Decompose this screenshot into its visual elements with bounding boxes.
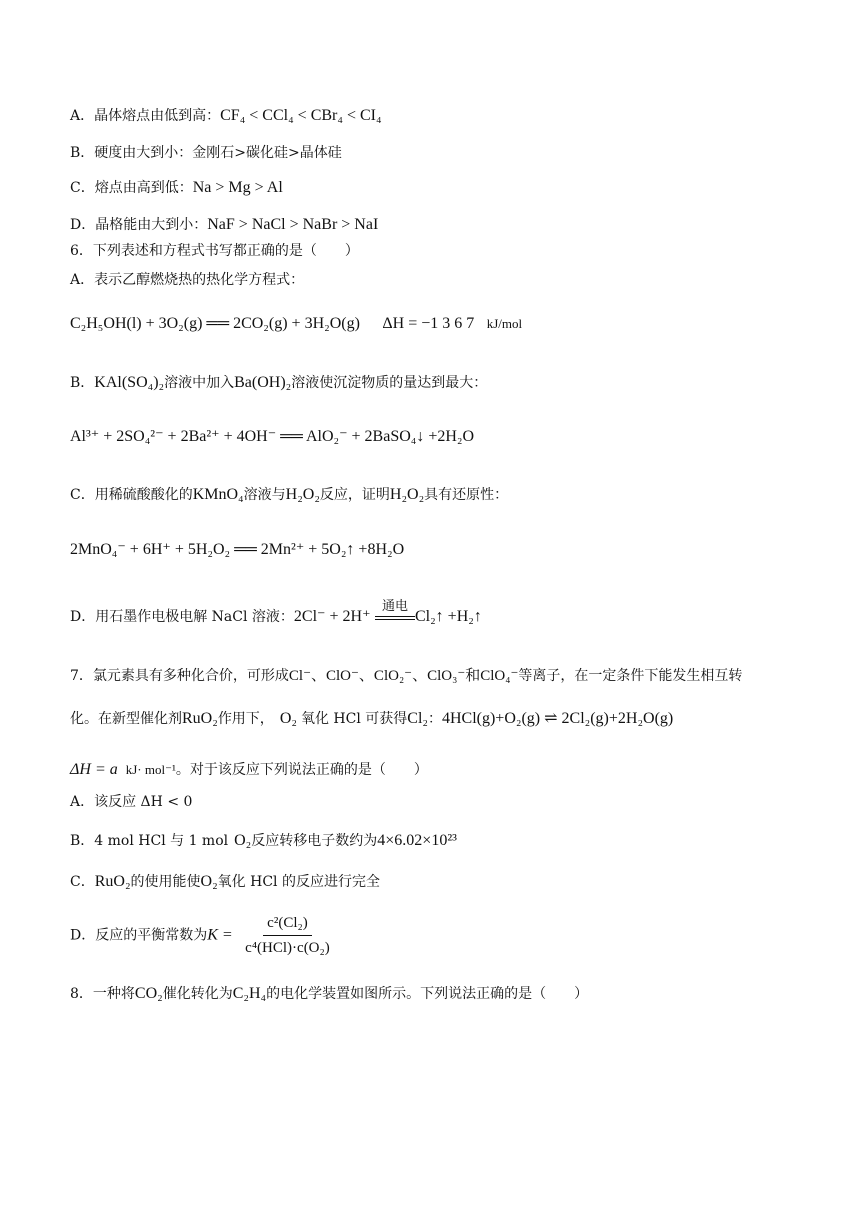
q6-c-formula-kmno4: KMnO₄ (192, 486, 244, 503)
q7-catalyst: RuO₂ (182, 710, 218, 727)
q7-d-text: D．反应的平衡常数为 (70, 927, 208, 944)
q7-c-text-3: 氧化 HCl 的反应进行完全 (217, 874, 380, 890)
q7-line-3 (70, 761, 428, 779)
q6-b-formula-kal: KAl(SO₄)₂ (94, 374, 165, 391)
q7-option-a: A．该反应 ΔH < 0 (70, 794, 193, 810)
q6-c-text-mid: 溶液与 (243, 487, 286, 503)
q8-c2h4: C₂H₄ (232, 985, 267, 1002)
q7-cl2: Cl₂ (407, 710, 428, 727)
q7-b-text-1: B．4 mol HCl 与 1 mol (70, 833, 229, 849)
q7-unit: kJ· mol⁻¹ (125, 762, 176, 777)
q7-line3-text: 。对于该反应下列说法正确的是（ ） (175, 762, 428, 778)
q8-text-2: 催化转化为 (162, 986, 233, 1002)
q7-d-fraction (241, 913, 334, 958)
q7-d-k: K = (207, 926, 233, 944)
q7-b-o2: O₂ (234, 832, 252, 849)
q7-ions: Cl⁻、ClO⁻、ClO₂⁻、ClO₃⁻和ClO₄⁻ (288, 668, 519, 684)
q7-c-o2: O₂ (200, 873, 218, 890)
q8-text-3: 的电化学装置如图所示。下列说法正确的是（ ） (266, 986, 589, 1002)
q6-option-d (70, 598, 482, 626)
q6-d-condition: 通电 (381, 598, 408, 614)
q7-d-numerator: c²(Cl₂) (263, 913, 312, 936)
q7-line2-b: 作用下， (217, 711, 274, 727)
q6-b-label: B． (70, 375, 95, 391)
q6-c-text-end: 具有还原性： (424, 487, 509, 503)
q7-b-value: 4×6.02×10²³ (377, 832, 457, 849)
q6-option-b-text (70, 374, 487, 392)
q5-option-a-prefix: A．晶体熔点由低到高： (70, 108, 221, 124)
q5-option-a-formula: CF₄ < CCl₄ < CBr₄ < CI₄ (220, 107, 382, 124)
q6-d-eq-right: Cl₂↑ +H₂↑ (414, 608, 482, 625)
q6-b-text-mid: 溶液中加入 (164, 375, 235, 391)
q7-c-label: C． (70, 874, 95, 890)
q7-line1-start: 7．氯元素具有多种化合价，可形成 (70, 668, 289, 684)
q6-c-label: C．用稀硫酸酸化的 (70, 487, 193, 503)
q6-c-formula-h2o2-b: H₂O₂ (389, 486, 425, 503)
q6-c-formula-h2o2-a: H₂O₂ (285, 486, 320, 503)
q5-option-b (70, 144, 342, 162)
q7-option-d (70, 913, 334, 958)
q6-stem: 6．下列表述和方程式书写都正确的是（ ） (70, 243, 359, 259)
q7-line2-c: 氧化 HCl 可获得 (300, 711, 408, 727)
q6-d-eq-left: 2Cl⁻ + 2H⁺ (293, 608, 371, 625)
q8-stem (70, 985, 588, 1003)
q7-option-b (70, 832, 457, 850)
q7-line-1 (70, 667, 742, 685)
q6-b-text-end: 溶液使沉淀物质的量达到最大： (291, 375, 488, 391)
q7-b-text-2: 反应转移电子数约为 (251, 833, 378, 849)
q7-d-denominator: c⁴(HCl)·c(O₂) (245, 940, 330, 956)
q5-option-c-prefix: C．熔点由高到低： (70, 180, 193, 196)
q6-option-a-equation (70, 315, 522, 333)
q6-option-a-text: A．表示乙醇燃烧热的热化学方程式： (70, 272, 305, 288)
q7-c-ruo2: RuO₂ (94, 873, 131, 890)
q5-option-a (70, 107, 382, 125)
q7-equation: 4HCl(g)+O₂(g) ⇌ 2Cl₂(g)+2H₂O(g) (441, 710, 674, 727)
q6-a-enthalpy: ΔH = −1 3 6 7 (382, 315, 475, 332)
q7-o2: O₂ (279, 710, 297, 727)
q6-option-c-equation (70, 541, 404, 559)
q5-option-d-prefix: D．晶格能由大到小： (70, 217, 208, 233)
q6-d-electrolysis-arrow (375, 598, 415, 620)
q8-co2: CO₂ (134, 985, 163, 1002)
q8-text-1: 8．一种将 (70, 986, 135, 1002)
q5-option-d (70, 216, 378, 234)
q5-option-d-formula: NaF > NaCl > NaBr > NaI (207, 216, 379, 233)
q7-c-text-2: 的使用能使 (130, 874, 201, 890)
q6-b-formula-baoh: Ba(OH)₂ (234, 374, 292, 391)
q7-line1-end: 等离子，在一定条件下能发生相互转 (518, 668, 743, 684)
q7-line-2 (70, 710, 673, 728)
q7-line2-d: ： (427, 711, 442, 727)
q6-a-unit: kJ/mol (486, 316, 523, 331)
q5-option-c-formula: Na > Mg > Al (192, 179, 283, 196)
q5-option-b-text: B．硬度由大到小：金刚石>碳化硅>晶体硅 (70, 145, 342, 161)
q6-d-text: D．用石墨作电极电解 NaCl 溶液： (70, 609, 294, 625)
q5-option-c (70, 179, 283, 197)
q7-line2-a: 化。在新型催化剂 (70, 711, 182, 727)
q7-enthalpy: ΔH = a (70, 761, 118, 778)
q6-option-c-text (70, 486, 508, 504)
q7-option-c (70, 873, 380, 891)
q6-c-text-mid2: 反应，证明 (319, 487, 390, 503)
q6-option-b-equation (70, 428, 474, 446)
q6-b-equation: Al³⁺ + 2SO₄²⁻ + 2Ba²⁺ + 4OH⁻ ══ AlO₂⁻ + 2BaSO₄↓ +2H₂O (70, 428, 475, 445)
q6-a-equation-main: C₂H₅OH(l) + 3O₂(g) ══ 2CO₂(g) + 3H₂O(g) (70, 315, 360, 332)
q6-c-equation: 2MnO₄⁻ + 6H⁺ + 5H₂O₂ ══ 2Mn²⁺ + 5O₂↑ +8H₂O (70, 541, 405, 558)
